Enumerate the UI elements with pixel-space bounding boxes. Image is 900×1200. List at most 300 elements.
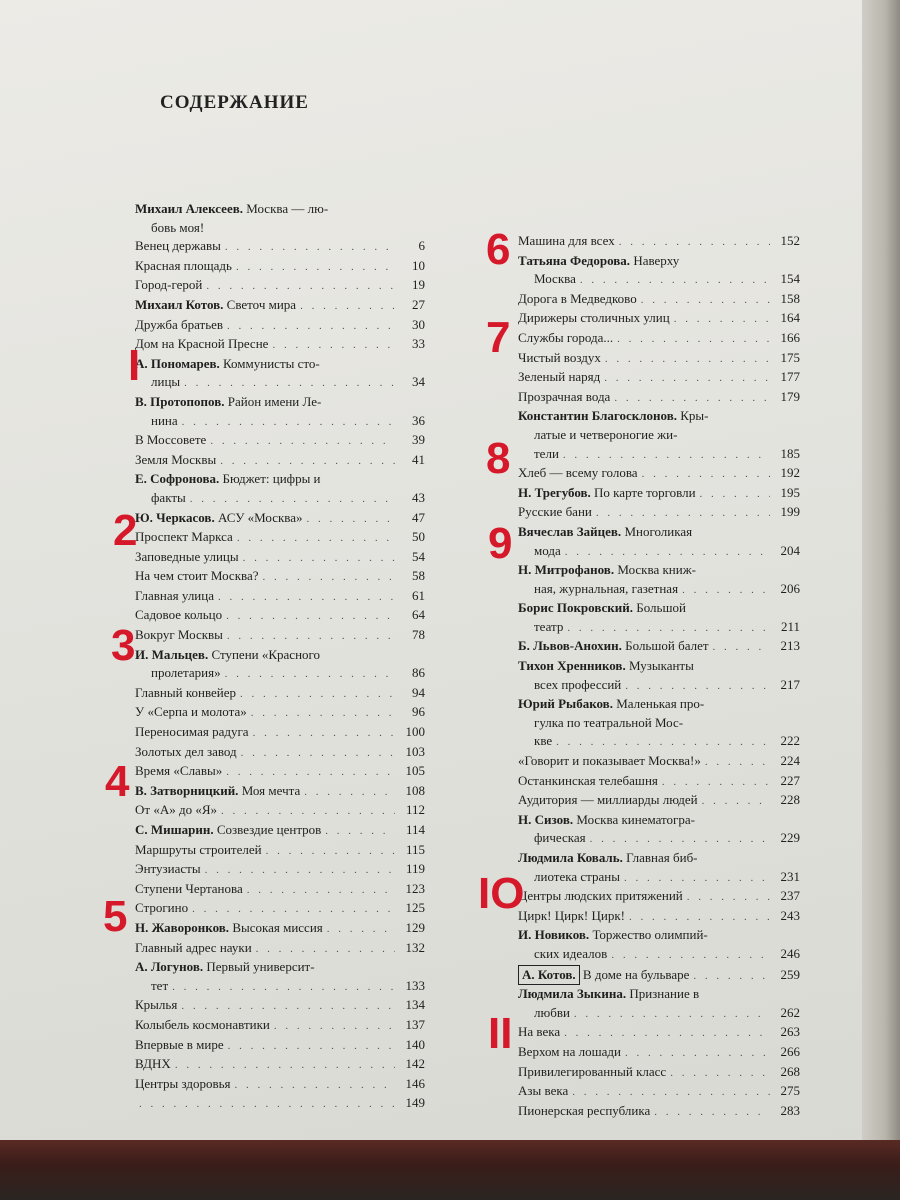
toc-page-number: 224 [780, 753, 800, 769]
toc-entry [135, 606, 425, 626]
toc-title: Прозрачная вода [518, 388, 611, 404]
toc-entry [518, 752, 800, 772]
toc-entry [135, 335, 425, 355]
toc-author: В. Затворницкий. [135, 782, 239, 798]
toc-entry [518, 1102, 800, 1122]
leader-dots [256, 940, 395, 959]
toc-title: Главная биб- [626, 850, 698, 865]
toc-page-number: 164 [780, 310, 800, 326]
toc-author: Константин Благосклонов. [518, 408, 677, 424]
toc-page-number: 158 [780, 290, 800, 306]
toc-entry [135, 684, 425, 704]
toc-page-number: 10 [412, 257, 425, 273]
toc-author: Вячеслав Зайцев. [518, 523, 622, 539]
toc-title-continued: фическая [534, 830, 586, 846]
toc-entry [135, 919, 425, 939]
toc-entry [135, 723, 425, 743]
toc-title: Бюджет: цифры и [222, 471, 321, 487]
toc-title: Моя мечта [241, 782, 301, 798]
leader-dots [556, 733, 770, 752]
leader-dots [225, 665, 395, 684]
leader-dots [619, 233, 770, 252]
toc-title: Ступени «Красного [211, 646, 321, 662]
toc-title: Москва — лю- [246, 201, 329, 216]
toc-title-continued: пролетария» [151, 665, 221, 681]
toc-entry [135, 431, 425, 451]
leader-dots [565, 543, 770, 562]
leader-dots [228, 1037, 395, 1056]
toc-title-continued: тет [151, 977, 169, 993]
toc-page-number: 114 [405, 822, 425, 837]
toc-entry [518, 637, 800, 657]
toc-entry [518, 791, 800, 811]
toc-title-continued: ских идеалов [534, 945, 608, 961]
toc-page-number: 133 [405, 977, 425, 993]
toc-entry [135, 451, 425, 471]
toc-title-continued: лицы [151, 374, 181, 390]
toc-title: Машина для всех [518, 233, 615, 248]
section-marker: 8 [486, 434, 511, 483]
toc-entry [135, 821, 425, 841]
toc-title: Ступени Чертанова [135, 880, 243, 896]
toc-title: Дом на Красной Пресне [135, 336, 269, 352]
toc-page-number: 175 [780, 349, 800, 365]
toc-page-number: 154 [780, 271, 800, 287]
toc-page-number: 27 [412, 296, 425, 312]
toc-entry [518, 695, 800, 752]
leader-dots [574, 1005, 770, 1024]
toc-entry [518, 1023, 800, 1043]
toc-title-continued: всех профессий [534, 676, 622, 692]
leader-dots [241, 744, 395, 763]
section-marker: I [128, 341, 141, 390]
leader-dots [300, 297, 395, 316]
toc-title: Главная улица [135, 587, 214, 603]
toc-page-number: 94 [412, 684, 425, 700]
toc-entry [518, 464, 800, 484]
toc-entry [135, 355, 425, 393]
toc-entry [518, 290, 800, 310]
leader-dots [629, 908, 770, 927]
leader-dots [604, 369, 770, 388]
leader-dots [227, 317, 395, 336]
toc-page-number: 119 [405, 861, 425, 877]
toc-entry [518, 368, 800, 388]
toc-entry [135, 276, 425, 296]
toc-entry [135, 393, 425, 431]
toc-page-number: 50 [412, 529, 425, 545]
toc-page-number: 259 [780, 966, 800, 982]
toc-title: Москва книж- [617, 562, 697, 578]
toc-page-number: 125 [405, 900, 425, 916]
toc-page-number: 86 [412, 665, 425, 681]
toc-title: Цирк! Цирк! Цирк! [518, 907, 625, 923]
toc-entry [518, 599, 800, 637]
toc-title: Колыбель космонавтики [135, 1016, 270, 1032]
leader-dots [705, 753, 770, 772]
section-marker: IO [478, 869, 525, 918]
toc-page-number: 47 [412, 509, 425, 525]
toc-page-number: 231 [780, 868, 800, 884]
toc-author: Б. Львов-Анохин. [518, 638, 622, 654]
toc-entry [135, 1075, 425, 1095]
leader-dots [624, 869, 770, 888]
leader-dots [210, 432, 395, 451]
leader-dots [263, 568, 395, 587]
toc-author: Е. Софронова. [135, 471, 220, 487]
toc-title-continued: ная, журнальная, газетная [534, 580, 679, 596]
toc-page-number: 149 [405, 1095, 425, 1111]
leader-dots [572, 1083, 770, 1102]
leader-dots [307, 510, 395, 529]
toc-page-number: 246 [780, 945, 800, 961]
toc-title: Хлеб — всему голова [518, 465, 638, 481]
toc-author: Людмила Коваль. [518, 850, 623, 865]
toc-page-number: 30 [412, 316, 425, 332]
toc-title: Аудитория — миллиарды людей [518, 792, 698, 808]
toc-entry [135, 996, 425, 1016]
toc-page-number: 204 [780, 542, 800, 558]
toc-entry [518, 561, 800, 599]
leader-dots [674, 310, 770, 329]
toc-right-column [518, 232, 800, 1121]
toc-page-number: 229 [780, 830, 800, 846]
toc-title: Маленькая про- [616, 696, 705, 712]
toc-page-number: 227 [780, 772, 800, 788]
toc-entry [518, 926, 800, 964]
toc-author: Н. Сизов. [518, 811, 574, 827]
leader-dots [693, 967, 770, 986]
toc-page-number: 33 [412, 336, 425, 352]
toc-author: А. Логунов. [135, 959, 204, 975]
toc-page-number: 129 [405, 919, 425, 935]
toc-title: Чистый воздух [518, 349, 601, 365]
leader-dots [641, 291, 770, 310]
toc-page-number: 228 [780, 792, 800, 808]
toc-entry [135, 703, 425, 723]
leader-dots [670, 1064, 770, 1083]
toc-page-number: 137 [405, 1016, 425, 1032]
toc-entry [135, 296, 425, 316]
toc-page-number: 34 [412, 374, 425, 390]
toc-title: Музыканты [628, 658, 694, 674]
toc-entry [135, 958, 425, 996]
leader-dots [192, 900, 395, 919]
toc-title-continued: кве [534, 733, 553, 749]
toc-title: На века [518, 1024, 561, 1040]
toc-page-number: 100 [405, 724, 425, 740]
toc-entry [135, 939, 425, 959]
toc-page-number: 140 [405, 1036, 425, 1052]
toc-author: Н. Митрофанов. [518, 562, 615, 578]
toc-title: Садовое кольцо [135, 607, 223, 623]
toc-entry [135, 1055, 425, 1075]
toc-page-number: 78 [412, 627, 425, 643]
toc-entry [135, 841, 425, 861]
section-marker: II [488, 1009, 513, 1058]
leader-dots [687, 888, 770, 907]
toc-title: Верхом на лошади [518, 1043, 621, 1059]
leader-dots [611, 946, 770, 965]
leader-dots [226, 763, 395, 782]
toc-entry [135, 587, 425, 607]
toc-page-number: 105 [405, 763, 425, 779]
toc-title: АСУ «Москва» [217, 509, 303, 525]
leader-dots [625, 1044, 770, 1063]
toc-author: Н. Жаворонков. [135, 919, 230, 935]
toc-author: А. Пономарев. [135, 355, 220, 371]
leader-dots [654, 1103, 770, 1122]
toc-page-number: 146 [405, 1075, 425, 1091]
toc-author: Н. Трегубов. [518, 484, 591, 500]
toc-page-number: 266 [780, 1043, 800, 1059]
leader-dots [175, 1056, 395, 1075]
toc-entry [135, 1094, 425, 1114]
toc-title: Энтузиасты [135, 861, 201, 877]
toc-entry [135, 237, 425, 257]
leader-dots [247, 881, 395, 900]
leader-dots [181, 997, 395, 1016]
leader-dots [227, 627, 395, 646]
section-marker: 9 [488, 519, 513, 568]
toc-title: Русские бани [518, 504, 592, 520]
leader-dots [235, 1076, 395, 1095]
toc-title: Центры людских притяжений [518, 888, 683, 904]
toc-page-number: 115 [405, 841, 425, 857]
toc-entry [135, 1036, 425, 1056]
toc-title: Признание в [629, 986, 700, 1002]
toc-page-number: 19 [412, 277, 425, 293]
toc-title: Время «Славы» [135, 763, 223, 779]
toc-title: Вокруг Москвы [135, 627, 223, 643]
leader-dots [327, 920, 395, 939]
toc-title: Пионерская республика [518, 1102, 651, 1118]
toc-title: В Моссовете [135, 432, 207, 448]
leader-dots [225, 238, 395, 257]
toc-author: И. Мальцев. [135, 646, 209, 662]
toc-title: Крылья [135, 997, 178, 1013]
leader-dots [702, 792, 770, 811]
leader-dots [172, 978, 395, 997]
leader-dots [272, 336, 395, 355]
toc-author: А. Котов. [518, 965, 580, 986]
toc-title: В доме на бульваре [582, 966, 690, 982]
toc-page-number: 211 [780, 618, 800, 634]
toc-title: Красная площадь [135, 257, 232, 273]
book-binding [0, 1140, 900, 1200]
toc-page-number: 177 [780, 369, 800, 385]
toc-entry [518, 849, 800, 887]
toc-title: По карте торговли [594, 484, 696, 500]
toc-title: Кры- [680, 408, 709, 424]
toc-entry [518, 309, 800, 329]
section-marker: 6 [486, 225, 511, 274]
toc-entry [518, 484, 800, 504]
toc-entry [135, 782, 425, 802]
page-edge [862, 0, 900, 1155]
toc-entry [135, 762, 425, 782]
toc-entry [518, 503, 800, 523]
toc-page-number: 237 [780, 888, 800, 904]
leader-dots [206, 277, 395, 296]
toc-entry [518, 1063, 800, 1083]
toc-author: Михаил Алексеев. [135, 201, 243, 216]
toc-entry [518, 887, 800, 907]
toc-page-number: 192 [780, 465, 800, 481]
toc-author: И. Новиков. [518, 927, 590, 943]
leader-dots [567, 619, 770, 638]
toc-title: Большой [636, 600, 686, 616]
toc-title: Зеленый наряд [518, 369, 601, 385]
leader-dots [563, 446, 770, 465]
toc-title: Наверху [633, 252, 680, 268]
toc-page-number: 43 [412, 489, 425, 505]
toc-entry [135, 860, 425, 880]
page-title: СОДЕРЖАНИЕ [160, 92, 309, 113]
toc-entry [135, 646, 425, 684]
section-marker: 5 [103, 892, 128, 941]
toc-entry [135, 567, 425, 587]
toc-title: Высокая миссия [232, 919, 323, 935]
toc-title: ВДНХ [135, 1056, 171, 1072]
toc-entry [518, 349, 800, 369]
leader-dots [266, 842, 395, 861]
toc-title-continued: нина [151, 412, 178, 428]
toc-title: Проспект Маркса [135, 529, 233, 545]
toc-title: Первый университ- [206, 959, 315, 975]
toc-page-number: 283 [780, 1102, 800, 1118]
toc-page-number: 179 [780, 388, 800, 404]
toc-title: Золотых дел завод [135, 743, 237, 759]
toc-title-continued: Москва [534, 271, 576, 287]
toc-author: Людмила Зыкина. [518, 986, 627, 1002]
toc-page-number: 152 [780, 233, 800, 248]
leader-dots [625, 677, 770, 696]
leader-dots [564, 1024, 770, 1043]
toc-title: Дорога в Медведково [518, 290, 637, 306]
toc-title-continued: любви [534, 1004, 570, 1020]
toc-page-number: 199 [780, 504, 800, 520]
leader-dots [605, 350, 770, 369]
toc-title: «Говорит и показывает Москва!» [518, 753, 701, 769]
toc-entry [135, 1016, 425, 1036]
toc-title-continued: гулка по театральной Мос- [534, 714, 684, 730]
toc-title: Главный адрес науки [135, 939, 252, 955]
toc-page-number: 213 [780, 638, 800, 654]
toc-author: Юрий Рыбаков. [518, 696, 613, 712]
toc-author: Ю. Черкасов. [135, 509, 215, 525]
section-marker: 4 [105, 757, 130, 806]
toc-title: Венец державы [135, 238, 221, 254]
toc-title: Службы города... [518, 329, 614, 345]
leader-dots [642, 465, 770, 484]
toc-page-number: 275 [780, 1083, 800, 1099]
toc-entry [135, 528, 425, 548]
toc-page-number: 206 [780, 580, 800, 596]
toc-author: С. Мишарин. [135, 822, 214, 837]
toc-author: Татьяна Федорова. [518, 252, 631, 268]
toc-title: Заповедные улицы [135, 548, 239, 564]
leader-dots [253, 724, 395, 743]
toc-page-number: 54 [412, 548, 425, 564]
toc-page-number: 268 [780, 1063, 800, 1079]
toc-entry [518, 965, 800, 986]
toc-entry [518, 407, 800, 464]
toc-page-number: 36 [412, 412, 425, 428]
toc-page-number: 123 [405, 880, 425, 896]
toc-page-number: 134 [405, 997, 425, 1013]
toc-title: Созвездие центров [216, 822, 322, 837]
toc-entry [518, 252, 800, 290]
toc-page-number: 96 [412, 704, 425, 720]
leader-dots [236, 258, 395, 277]
section-marker: 2 [113, 506, 138, 555]
toc-title-continued: лиотека страны [534, 868, 620, 884]
leader-dots [190, 490, 395, 509]
toc-title: Большой балет [625, 638, 709, 654]
toc-entry [135, 801, 425, 821]
toc-page-number: 41 [412, 451, 425, 467]
toc-title: От «А» до «Я» [135, 802, 217, 818]
toc-entry [135, 509, 425, 529]
toc-title: Центры здоровья [135, 1075, 231, 1091]
toc-entry [518, 985, 800, 1023]
leader-dots [304, 783, 395, 802]
toc-title: Главный конвейер [135, 684, 237, 700]
toc-title-continued: факты [151, 489, 186, 505]
toc-title: У «Серпа и молота» [135, 704, 247, 720]
leader-dots [226, 607, 395, 626]
toc-title: Город-герой [135, 277, 203, 293]
toc-author: Тихон Хренников. [518, 658, 626, 674]
toc-page-number: 64 [412, 607, 425, 623]
section-marker: 3 [111, 621, 136, 670]
leader-dots [682, 581, 770, 600]
toc-title: Останкинская телебашня [518, 772, 658, 788]
leader-dots [182, 413, 395, 432]
leader-dots [205, 861, 395, 880]
leader-dots [274, 1017, 395, 1036]
toc-title-continued: театр [534, 618, 564, 634]
toc-entry [518, 1082, 800, 1102]
toc-title: Азы века [518, 1083, 569, 1099]
toc-title: Светоч мира [226, 296, 297, 312]
toc-page-number: 103 [405, 743, 425, 759]
toc-entry [518, 388, 800, 408]
toc-entry [518, 1043, 800, 1063]
leader-dots [237, 529, 395, 548]
toc-entry [518, 523, 800, 561]
toc-page-number: 166 [780, 329, 800, 345]
toc-title: Маршруты строителей [135, 841, 262, 857]
toc-entry [135, 880, 425, 900]
toc-left-column [135, 200, 425, 1114]
leader-dots [240, 685, 395, 704]
toc-title: Дружба братьев [135, 316, 224, 332]
toc-title: Район имени Ле- [227, 393, 322, 409]
toc-entry [135, 257, 425, 277]
toc-title: Коммунисты сто- [223, 355, 320, 371]
toc-entry [135, 743, 425, 763]
toc-title: Дирижеры столичных улиц [518, 310, 670, 326]
toc-title: Привилегированный класс [518, 1063, 667, 1079]
leader-dots [713, 638, 770, 657]
toc-entry [518, 329, 800, 349]
toc-entry [135, 200, 425, 237]
leader-dots [221, 802, 395, 821]
leader-dots [139, 1095, 395, 1114]
toc-title: Торжество олимпий- [592, 927, 708, 943]
